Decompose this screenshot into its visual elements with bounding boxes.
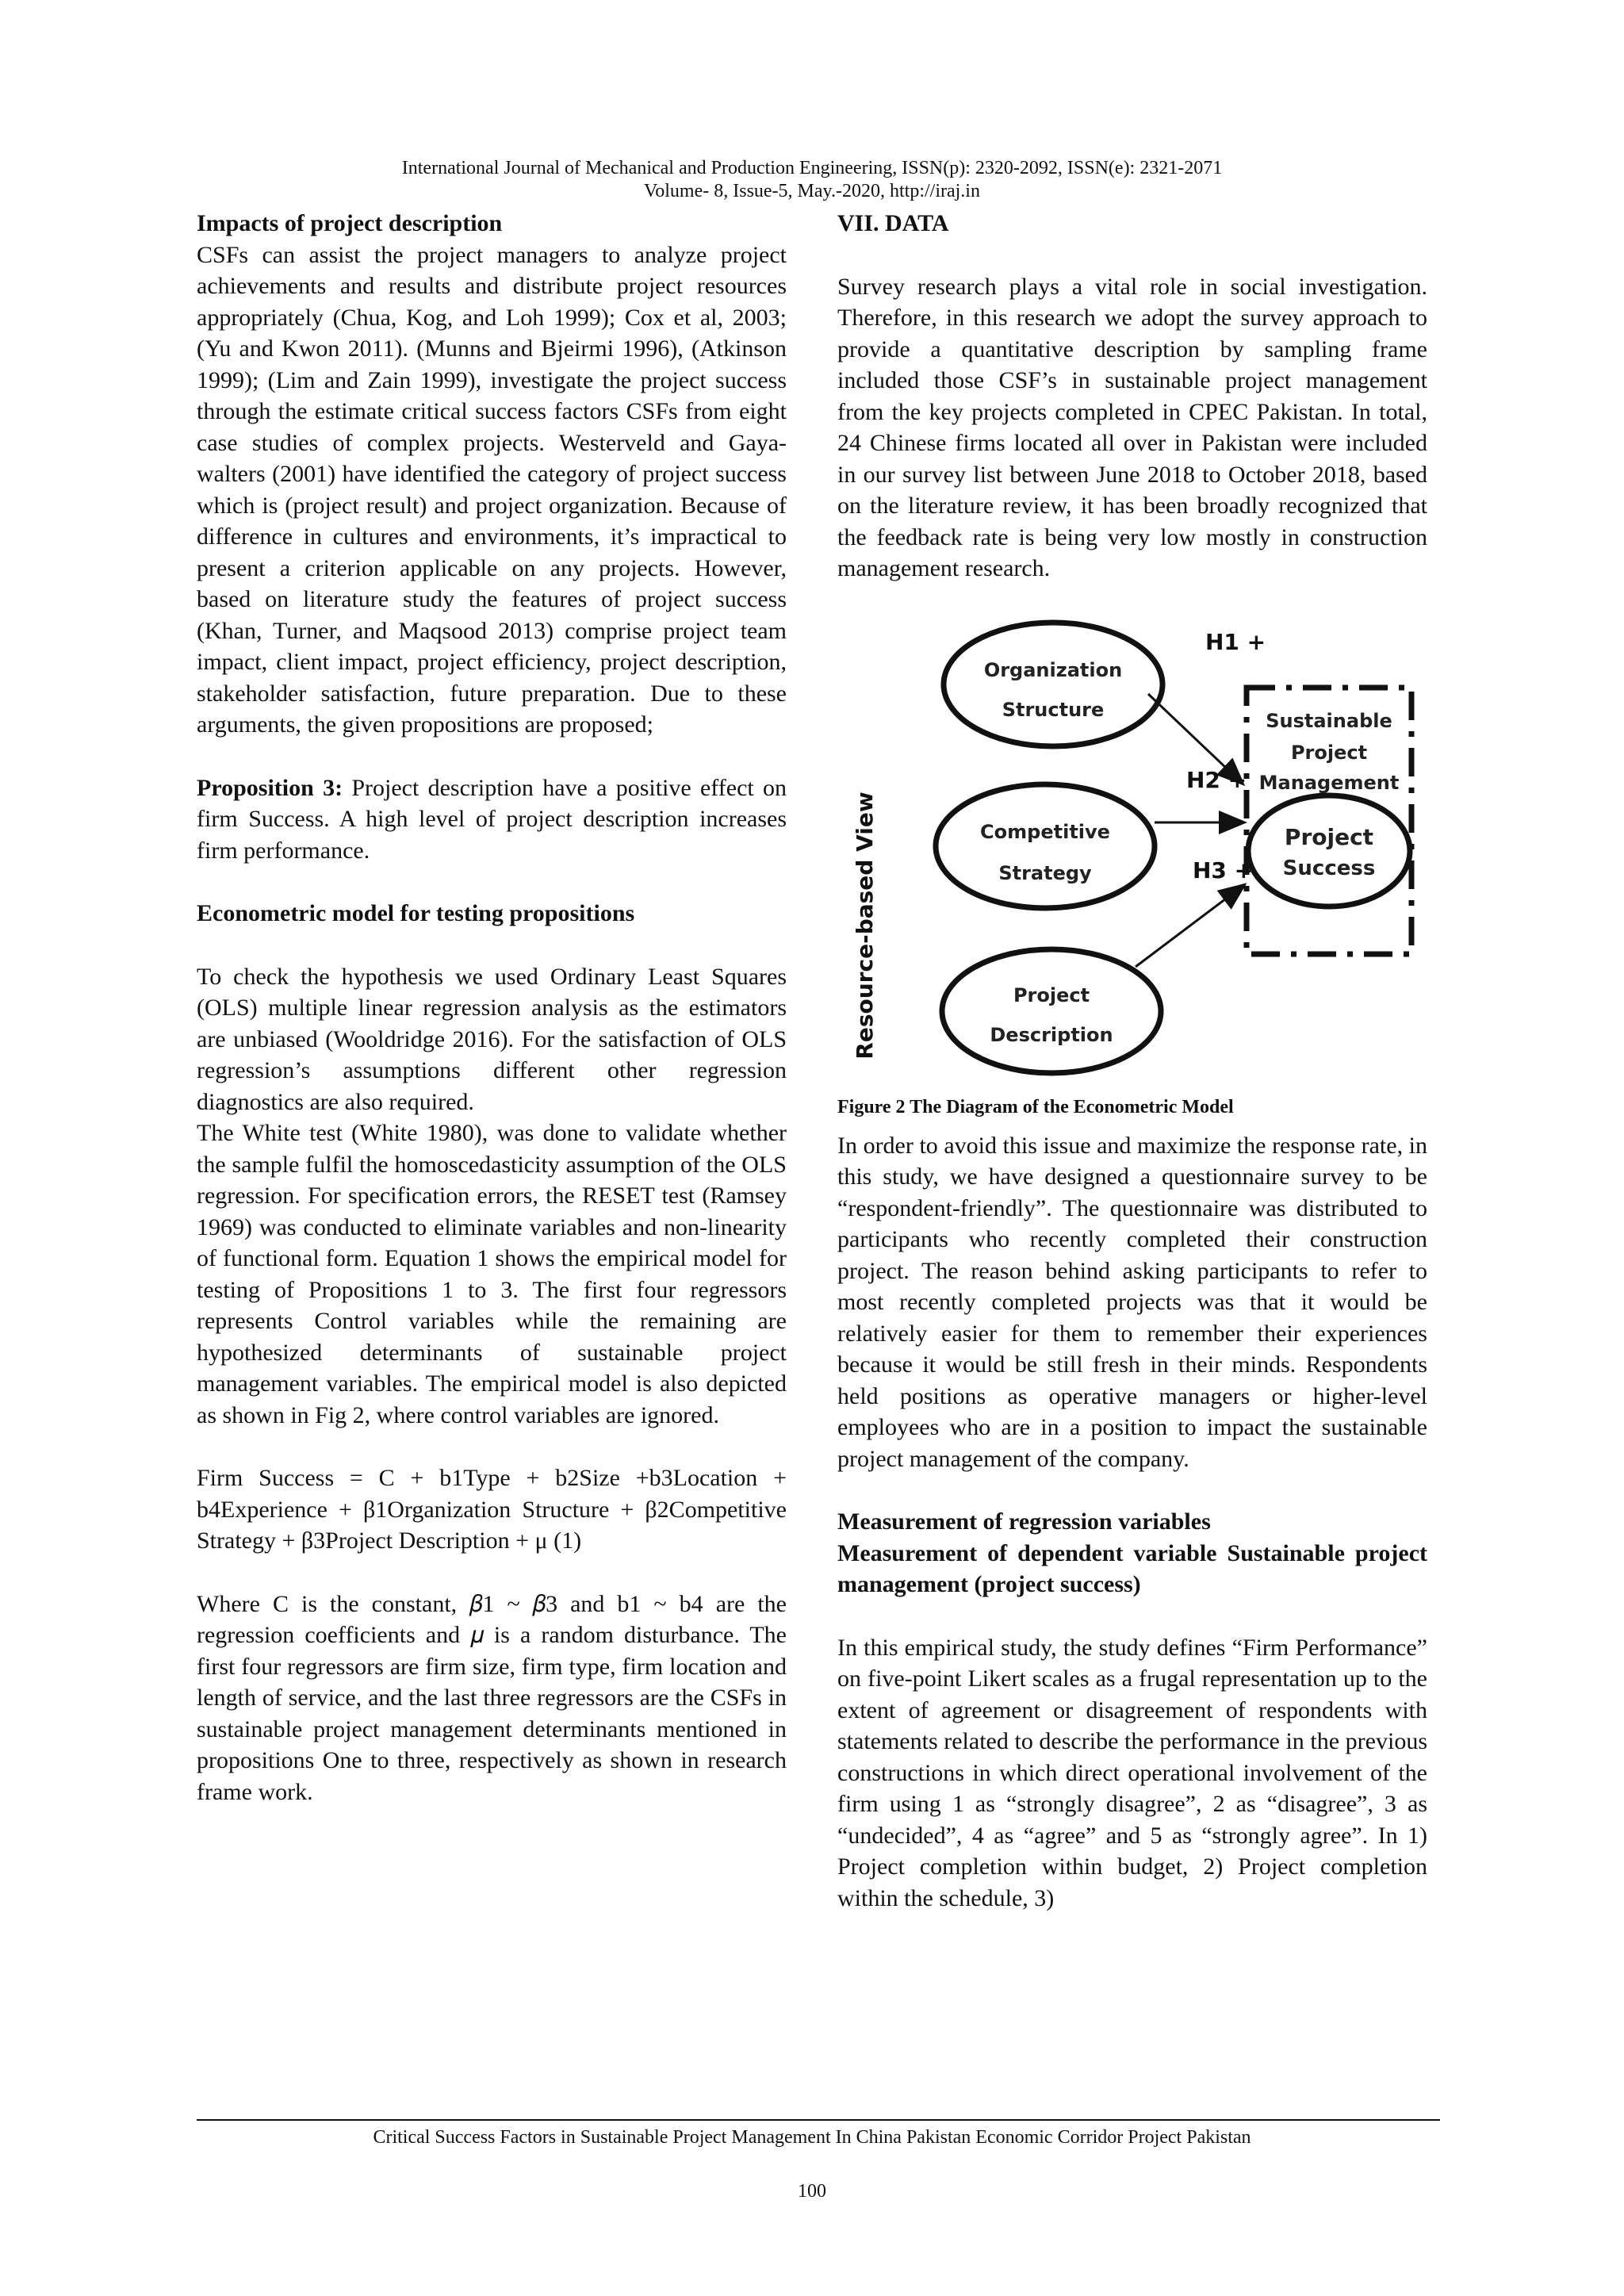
h3-label: H3 + — [1193, 857, 1254, 884]
paragraph-empirical: In this empirical study, the study defines “Firm Performance” on five-point Likert scales as a frugal representation up to the extent of agreement or disagreement of respondents with statements related to describe the performance in the previous constructions in which direct operational involvement of the firm using 1 as “strongly disagree”, 2 as “disagree”, 3 as “undecided”, 4 as “agree” and 5 as “strongly agree”. In 1) Project completion within budget, 2) Project completion within the schedule, 3) — [837, 1634, 1427, 1911]
sus-line3: Management — [1258, 771, 1400, 794]
figure-caption: Figure 2 The Diagram of the Econometric Model — [837, 1096, 1234, 1117]
volume-line: Volume- 8, Issue-5, May.-2020, http://iraj.in — [644, 181, 980, 201]
journal-line: International Journal of Mechanical and Production Engineering, ISSN(p): 2320-2092, ISSN(e): 2321-2071 — [401, 158, 1223, 178]
comp-line2: Strategy — [998, 861, 1092, 884]
journal-header — [0, 157, 1624, 203]
paragraph-where: Where C is the constant, 𝛽1 ~ 𝛽3 and b1 ~ b4 are the regression coefficients and 𝜇 is a random disturbance. The first four regressors are firm size, firm type, firm location and length of service, and the last three regressors are the CSFs in sustainable project management determinants mentioned in propositions One to three, respectively as shown in research frame work. — [197, 1590, 787, 1805]
h2-label: H2 + — [1186, 766, 1247, 793]
h1-label: H1 + — [1205, 628, 1266, 655]
paragraph-survey: Survey research plays a vital role in social investigation. Therefore, in this research we adopt the survey approach to provide a quantitative description by sampling frame included those CSF’s in sustainable project management from the key projects completed in CPEC Pakistan. In total, 24 Chinese firms located all over in Pakistan were included in our survey list between June 2018 to October 2018, based on the literature review, it has been broadly recognized that the feedback rate is being very low mostly in construction management research. — [837, 273, 1427, 581]
proposition-3-label: Proposition 3: — [197, 774, 343, 801]
desc-line1: Project — [1013, 983, 1090, 1006]
org-line1: Organization — [983, 658, 1123, 681]
paragraph-avoid: In order to avoid this issue and maximize the response rate, in this study, we have designed a questionnaire survey to be “respondent-friendly”. The questionnaire was distributed to participants who recently completed their construction project. The reason behind asking participants to refer to most recently completed projects was that it would be relatively easier for them to remember their experiences because it would be still fresh in their minds. Respondents held positions as operative managers or higher-level employees who are in a position to impact the sustainable project management of the company. — [837, 1132, 1427, 1472]
footer-title: Critical Success Factors in Sustainable Project Management In China Pakistan Economic Corridor Project Pakistan — [373, 2127, 1251, 2148]
h3-arrow — [1136, 884, 1245, 967]
resource-based-view-label: Resource-based View — [852, 791, 878, 1060]
right-column — [837, 208, 1427, 1914]
project-description-node — [942, 949, 1161, 1073]
heading-impacts: Impacts of project description — [197, 210, 503, 236]
competitive-strategy-node — [936, 784, 1155, 908]
proposition-3-text: Project description have a positive effect on firm Success. A high level of project description increases firm performance. — [197, 774, 787, 864]
sus-line1: Sustainable — [1266, 709, 1392, 732]
heading-econometric: Econometric model for testing propositions — [197, 900, 635, 926]
equation-1: Firm Success = C + b1Type + b2Size +b3Location + b4Experience + β1Organization Structure + β2Competitive Strategy + β3Project Description + μ (1) — [197, 1465, 787, 1554]
heading-dependent: Measurement of dependent variable Sustainable project management (project success) — [837, 1539, 1427, 1597]
paragraph-ols: To check the hypothesis we used Ordinary Least Squares (OLS) multiple linear regression analysis as the estimators are unbiased (Wooldridge 2016). For the satisfaction of OLS regression’s assumptions different other regression diagnostics are also required. — [197, 963, 787, 1115]
desc-line2: Description — [990, 1023, 1113, 1046]
econometric-model-diagram — [837, 608, 1427, 1084]
proposition-3 — [197, 772, 787, 867]
organization-structure-node — [944, 623, 1162, 746]
left-column — [197, 208, 787, 1807]
project-success-node — [1248, 795, 1410, 907]
heading-measurement: Measurement of regression variables — [837, 1508, 1211, 1535]
sus-line2: Project — [1290, 741, 1368, 764]
footer-rule — [197, 2119, 1440, 2121]
paragraph-csf: CSFs can assist the project managers to analyze project achievements and results and distribute project resources appropriately (Chua, Kog, and Loh 1999); Cox et al, 2003; (Yu and Kwon 2011). (Munns and Bjeirmi 1996), (Atkinson 1999); (Lim and Zain 1999), investigate the project success through the estimate critical success factors CSFs from eight case studies of complex projects. Westerveld and Gaya-walters (2001) have identified the category of project success which is (project result) and project organization. Because of difference in cultures and environments, it’s impractical to present a criterion applicable on any projects. However, based on literature study the features of project success (Khan, Turner, and Maqsood 2013) comprise project team impact, client impact, project efficiency, project description, stakeholder satisfaction, future preparation. Due to these arguments, the given propositions are proposed; — [197, 241, 787, 738]
ps-line2: Success — [1282, 856, 1376, 880]
page-number: 100 — [798, 2181, 826, 2202]
org-line2: Structure — [1002, 698, 1105, 721]
heading-data: VII. DATA — [837, 210, 949, 236]
figure-2 — [837, 608, 1427, 1084]
comp-line1: Competitive — [980, 820, 1110, 843]
ps-line1: Project — [1284, 823, 1374, 850]
paragraph-white: The White test (White 1980), was done to validate whether the sample fulfil the homoscedasticity assumption of the OLS regression. For specification errors, the RESET test (Ramsey 1969) was conducted to eliminate variables and non-linearity of functional form. Equation 1 shows the empirical model for testing of Propositions 1 to 3. The first four regressors represents Control variables while the remaining are hypothesized determinants of sustainable project management variables. The empirical model is also depicted as shown in Fig 2, where control variables are ignored. — [197, 1120, 787, 1428]
